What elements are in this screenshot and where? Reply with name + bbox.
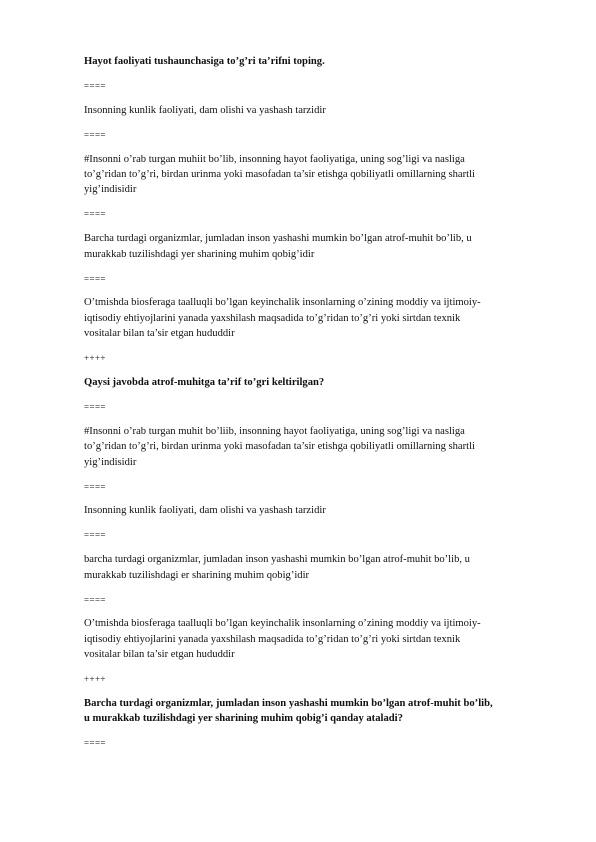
answer-line: iqtisodiy ehtiyojlarini yanada yaxshilash maqsadida to’g’ridan to’g’ri yoki sirtdan texnik bbox=[84, 312, 461, 324]
answer-line: murakkab tuzilishdagi er sharining muhim qobig’idir bbox=[84, 569, 310, 581]
question-separator: ++++ bbox=[84, 674, 106, 685]
answer-line: Barcha turdagi organizmlar, jumladan inson yashashi mumkin bo’lgan atrof-muhit bo’lib, u bbox=[84, 233, 472, 245]
separator: ==== bbox=[84, 481, 106, 492]
separator: ==== bbox=[84, 273, 106, 284]
answer-line: yig’indisidir bbox=[84, 456, 137, 468]
document-page bbox=[84, 54, 544, 760]
answer-line: to’g’ridan to’g’ri, birdan urinma yoki masofadan ta’sir etishga qobiliyatli omillarning shartli bbox=[84, 441, 475, 453]
answer-option bbox=[84, 152, 544, 198]
answer-line: iqtisodiy ehtiyojlarini yanada yaxshilash maqsadida to’g’ridan to’g’ri yoki sirtdan texnik bbox=[84, 633, 461, 645]
answer-line: #Insonni o’rab turgan muhit bo’liib, insonning hayot faoliyatiga, uning sog’ligi va nasliga bbox=[84, 425, 465, 437]
answer-option: Insonning kunlik faoliyati, dam olishi va yashash tarzidir bbox=[84, 104, 326, 116]
separator: ==== bbox=[84, 81, 106, 91]
question-separator: ++++ bbox=[84, 353, 106, 364]
separator: ==== bbox=[84, 594, 106, 605]
question-line: u murakkab tuzilishdagi yer sharining muhim qobig’i qanday ataladi? bbox=[84, 713, 403, 725]
answer-line: yig’indisidir bbox=[84, 184, 137, 196]
answer-option bbox=[84, 616, 544, 662]
question-line: Barcha turdagi organizmlar, jumladan inson yashashi mumkin bo’lgan atrof-muhit bo’lib, bbox=[84, 698, 493, 710]
answer-line: to’g’ridan to’g’ri, birdan urinma yoki masofadan ta’sir etishga qobiliyatli omillarning shartli bbox=[84, 169, 475, 180]
separator: ==== bbox=[84, 530, 106, 541]
answer-line: vositalar bilan ta’sir etgan hududdir bbox=[84, 328, 235, 340]
question-heading bbox=[84, 696, 544, 727]
question-heading: Qaysi javobda atrof-muhitga ta’rif to’gri keltirilgan? bbox=[84, 377, 325, 389]
answer-line: #Insonni o’rab turgan muhiit bo’lib, insonning hayot faoliyatiga, uning sog’ligi va nasliga bbox=[84, 153, 465, 165]
answer-line: murakkab tuzilishdagi yer sharining muhim qobig’idir bbox=[84, 248, 315, 260]
answer-line: vositalar bilan ta’sir etgan hududdir bbox=[84, 649, 235, 661]
separator: ==== bbox=[84, 209, 106, 220]
answer-option bbox=[84, 231, 544, 262]
answer-option: Insonning kunlik faoliyati, dam olishi va yashash tarzidir bbox=[84, 505, 326, 517]
separator: ==== bbox=[84, 129, 106, 140]
answer-line: barcha turdagi organizmlar, jumladan inson yashashi mumkin bo’lgan atrof-muhit bo’lib, u bbox=[84, 554, 470, 566]
separator: ==== bbox=[84, 738, 106, 749]
separator: ==== bbox=[84, 402, 106, 413]
answer-option bbox=[84, 552, 544, 583]
answer-line: O’tmishda biosferaga taalluqli bo’lgan keyinchalik insonlarning o’zining moddiy va ijtimoiy- bbox=[84, 618, 481, 630]
question-heading: Hayot faoliyati tushaunchasiga to’g’ri ta’rifni toping. bbox=[84, 56, 325, 67]
answer-line: O’tmishda biosferaga taalluqli bo’lgan keyinchalik insonlarning o’zining moddiy va ijtimoiy- bbox=[84, 297, 481, 309]
answer-option bbox=[84, 295, 544, 341]
answer-option bbox=[84, 424, 544, 470]
